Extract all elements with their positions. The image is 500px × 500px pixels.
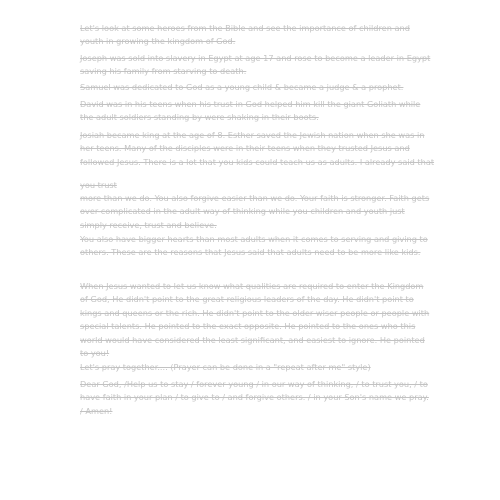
paragraph-josiah-esther: Josiah became king at the age of 8. Esther saved the Jewish nation when she was in her teens. Many of the disciples were in their teens when they trusted Jesus and followed Jesus. There is a lot that you kids could teach us as adults. I already said that: [80, 130, 435, 167]
paragraph-prayer: Dear God, /Help us to stay / forever young / in our way of thinking, / to trust you, / to have faith in your plan / to give to / and forgive others. / in your Son's name we pray. / Amen!: [80, 379, 429, 416]
paragraph-samuel: Samuel was dedicated to God as a young child & became a judge & a prophet.: [80, 82, 404, 92]
paragraph-bigger-hearts: You also have bigger hearts than most adults when it comes to serving and giving to others. These are the reasons that Jesus said that adults need to be more like kids.: [80, 234, 428, 258]
paragraph-kingdom: When Jesus wanted to let us know what qualities are required to enter the Kingdom of God, He didn't point to the great religious leaders of the day. He didn't point to kings and queens or the rich. He didn't point to the older wiser people or people with special talents. He pointed to the exact opposite. He pointed to the ones who this world would have considered the least significant, and easiest to ignore. He pointed to you!: [80, 281, 430, 359]
paragraph-you-trust: you trust: [80, 180, 117, 190]
paragraph-pray-together: Let's pray together.... (Prayer can be done in a "repeat after me" style): [80, 362, 371, 372]
paragraph-joseph: Joseph was sold into slavery in Egypt at age 17 and rose to become a leader in Egypt saving his family from starving to death.: [80, 53, 431, 77]
paragraph-intro: Let's look at some heroes from the Bible and see the importance of children and youth in growing the kingdom of God.: [80, 23, 410, 47]
paragraph-david: David was in his teens when his trust in God helped him kill the giant Goliath while the adult soldiers standing by were shaking in their boots.: [80, 99, 421, 123]
paragraph-faith: more than we do. You also forgive easier than we do. Your faith is stronger. Faith gets over-complicated in the adult way of thinking while you children and youth just simply receive, trust and believe.: [80, 193, 430, 230]
